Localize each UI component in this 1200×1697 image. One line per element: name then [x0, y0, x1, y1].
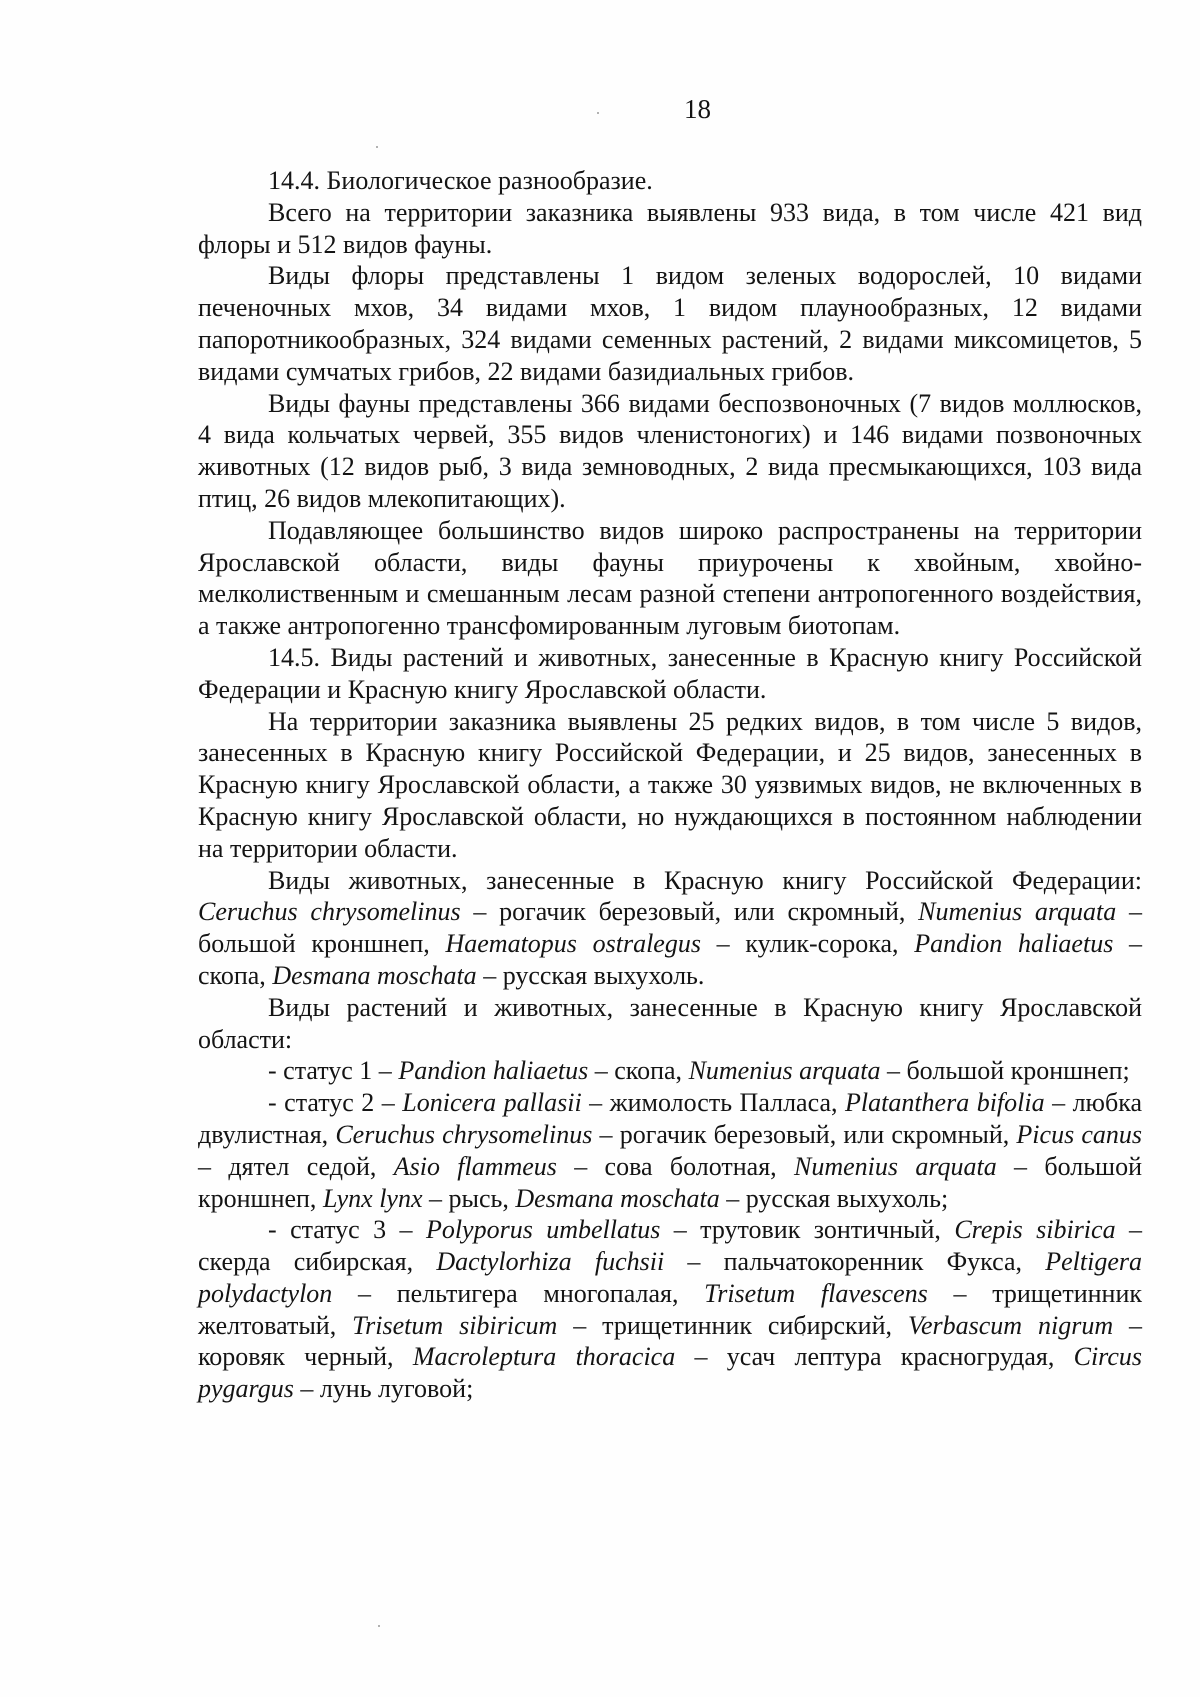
status-1-item [198, 1055, 1142, 1087]
document-body [198, 165, 1142, 1405]
species-common-name: – лунь луговой; [293, 1374, 474, 1404]
species-list [398, 1056, 1129, 1085]
paragraph-distribution: Подавляющее большинство видов широко распространены на территории Ярославской области, виды фауны приурочены к хвойным, хвойно-мелколиственным и смешанным лесам разной степени антропогенного воздействия, а также антропогенно трансфомированным луговым биотопам. [198, 515, 1142, 641]
species-latin-name: Pandion haliaetus [398, 1056, 589, 1086]
paragraph-rf-red-book [198, 865, 1142, 992]
species-list [198, 897, 1142, 990]
species-latin-name: Pandion haliaetus [914, 929, 1114, 959]
species-common-name: – сова болотная, [556, 1151, 794, 1181]
status-label: - статус 1 – [268, 1056, 399, 1086]
section-heading-14-4: 14.4. Биологическое разнообразие. [268, 166, 653, 195]
species-latin-name: Picus canus [1016, 1119, 1143, 1149]
species-common-name: – пальчатокоренник Фукса, [664, 1247, 1046, 1277]
species-latin-name: Numenius arquata [794, 1151, 997, 1181]
paragraph-fauna: Виды фауны представлены 366 видами беспозвоночных (7 видов моллюсков, 4 вида кольчатых червей, 355 видов членистоногих) и 146 видами позвоночных животных (12 видов рыб, 3 вида земноводных, 2 вида пресмыкающихся, 103 вида птиц, 26 видов млекопитающих). [198, 388, 1142, 513]
species-latin-name: Numenius arquata [918, 897, 1117, 927]
scan-speck [378, 1625, 380, 1627]
scan-speck [597, 112, 599, 114]
status-3-item [198, 1214, 1142, 1405]
species-common-name: – трищетинник сибирский, [557, 1310, 908, 1340]
species-common-name: – кулик-сорока, [700, 929, 915, 959]
species-latin-name: Asio flammeus [393, 1151, 557, 1181]
species-common-name: – дятел седой, [198, 1151, 394, 1181]
species-common-name: – рысь, [422, 1183, 516, 1213]
page-number: 18 [684, 94, 711, 124]
species-latin-name: Ceruchus chrysomelinus [198, 897, 461, 927]
species-latin-name: Macroleptura thoracica [412, 1342, 676, 1372]
species-common-name: – любка двулистная, [198, 1088, 1142, 1149]
species-common-name: – большой кроншнеп, [198, 897, 1143, 959]
species-common-name: – жимолость Палласа, [581, 1088, 845, 1118]
species-latin-name: Lonicera pallasii [402, 1088, 582, 1118]
species-common-name: – скерда сибирская, [198, 1215, 1142, 1277]
paragraph-rare-species: На территории заказника выявлены 25 редких видов, в том числе 5 видов, занесенных в Красную книгу Российской Федерации, и 25 видов, занесенных в Красную книгу Ярославской области, а также 30 уязвимых видов, не включенных в Красную книгу Ярославской области, но нуждающихся в постоянном наблюдении на территории области. [198, 706, 1142, 863]
species-latin-name: Lynx lynx [322, 1183, 423, 1213]
species-common-name: – трищетинник желтоватый, [198, 1278, 1142, 1340]
species-common-name: – пельтигера многопалая, [332, 1278, 705, 1308]
species-latin-name: Crepis sibirica [954, 1215, 1116, 1245]
species-common-name: – большой кроншнеп, [198, 1151, 1142, 1213]
species-latin-name: Circus pygargus [198, 1342, 1142, 1404]
species-latin-name: Polyporus umbellatus [425, 1215, 661, 1245]
species-latin-name: Dactylorhiza fuchsii [436, 1247, 665, 1277]
species-common-name: – большой кроншнеп; [880, 1056, 1130, 1086]
paragraph-total-species: Всего на территории заказника выявлены 933 вида, в том числе 421 вид флоры и 512 видов фауны. [198, 197, 1142, 259]
paragraph-flora: Виды флоры представлены 1 видом зеленых водорослей, 10 видами печеночных мхов, 34 видами мхов, 1 видом плаунообразных, 12 видами папоротникообразных, 324 видами семенных растений, 2 видами миксомицетов, 5 видами сумчатых грибов, 22 видами базидиальных грибов. [198, 261, 1142, 386]
section-heading-14-5: 14.5. Виды растений и животных, занесенные в Красную книгу Российской Федерации и Красную книгу Ярославской области. [198, 642, 1142, 704]
species-latin-name: Peltigera polydactylon [198, 1247, 1143, 1308]
species-common-name: – рогачик березовый, или скромный, [592, 1119, 1017, 1149]
species-common-name: – рогачик березовый, или скромный, [460, 897, 919, 927]
species-latin-name: Platanthera bifolia [844, 1088, 1045, 1118]
species-latin-name: Verbascum nigrum [907, 1310, 1114, 1340]
status-label: - статус 2 – [268, 1088, 403, 1118]
species-latin-name: Numenius arquata [688, 1056, 881, 1086]
status-2-item [198, 1087, 1142, 1214]
species-common-name: – русская выхухоль; [719, 1183, 949, 1213]
species-common-name: – скопа, [198, 929, 1143, 990]
species-common-name: – коровяк черный, [198, 1310, 1143, 1372]
species-latin-name: Trisetum sibiricum [352, 1310, 558, 1340]
species-latin-name: Ceruchus chrysomelinus [335, 1119, 593, 1149]
species-latin-name: Trisetum flavescens [704, 1278, 928, 1308]
species-common-name: – русская выхухоль. [476, 960, 705, 990]
species-common-name: – усач лептура красногрудая, [675, 1342, 1074, 1372]
species-latin-name: Desmana moschata [272, 960, 477, 990]
rf-intro: Виды животных, занесенные в Красную книгу Российской Федерации: [268, 865, 1142, 895]
paragraph-yar-red-book: Виды растений и животных, занесенные в Красную книгу Ярославской области: [198, 992, 1142, 1054]
scan-speck [376, 146, 378, 148]
species-latin-name: Desmana moschata [515, 1183, 720, 1213]
status-label: - статус 3 – [268, 1215, 426, 1245]
species-common-name: – скопа, [588, 1056, 689, 1086]
species-latin-name: Haematopus ostralegus [445, 929, 701, 959]
species-common-name: – трутовик зонтичный, [660, 1215, 955, 1245]
